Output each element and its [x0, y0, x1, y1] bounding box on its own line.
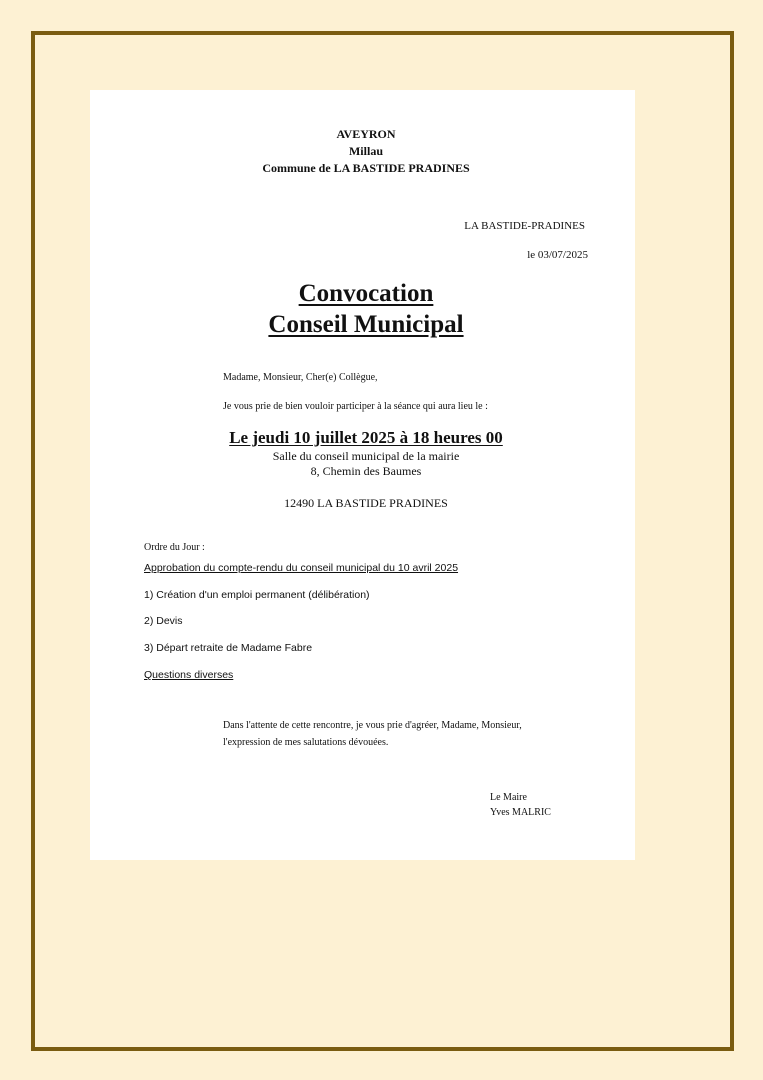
meeting-street: 8, Chemin des Baumes	[310, 464, 422, 478]
closing-text	[223, 717, 522, 751]
agenda-item: 1) Création d'un emploi permanent (délibération)	[144, 589, 370, 601]
signature-block	[490, 790, 551, 820]
closing-line-2: l'expression de mes salutations dévouées.	[223, 737, 389, 748]
meeting-datetime-block	[90, 427, 642, 449]
agenda-misc: Questions diverses	[144, 669, 234, 681]
meeting-datetime: Le jeudi 10 juillet 2025 à 18 heures 00	[229, 428, 503, 447]
meeting-venue	[90, 449, 642, 479]
location-line: LA BASTIDE-PRADINES	[464, 220, 585, 232]
agenda-heading: Ordre du Jour :	[144, 542, 205, 553]
letterhead	[90, 126, 642, 177]
title-line-1: Convocation	[298, 280, 434, 307]
department-name: AVEYRON	[336, 127, 396, 141]
signature-name: Yves MALRIC	[490, 807, 551, 818]
agenda-item: 3) Départ retraite de Madame Fabre	[144, 642, 313, 654]
signature-role: Le Maire	[490, 792, 527, 803]
meeting-room: Salle du conseil municipal de la mairie	[272, 449, 460, 463]
salutation: Madame, Monsieur, Cher(e) Collègue,	[223, 372, 378, 383]
title-line-2: Conseil Municipal	[268, 311, 464, 338]
agenda-approval: Approbation du compte-rendu du conseil municipal du 10 avril 2025	[144, 562, 459, 574]
date-line: le 03/07/2025	[527, 249, 588, 261]
closing-line-1: Dans l'attente de cette rencontre, je vous prie d'agréer, Madame, Monsieur,	[223, 720, 522, 731]
meeting-city: 12490 LA BASTIDE PRADINES	[284, 496, 448, 510]
document-title	[90, 278, 642, 340]
document-sheet	[90, 90, 635, 860]
commune-name: Commune de LA BASTIDE PRADINES	[262, 161, 470, 175]
district-name: Millau	[348, 144, 383, 158]
request-text: Je vous prie de bien vouloir participer à la séance qui aura lieu le :	[223, 401, 488, 412]
agenda-item: 2) Devis	[144, 615, 183, 627]
